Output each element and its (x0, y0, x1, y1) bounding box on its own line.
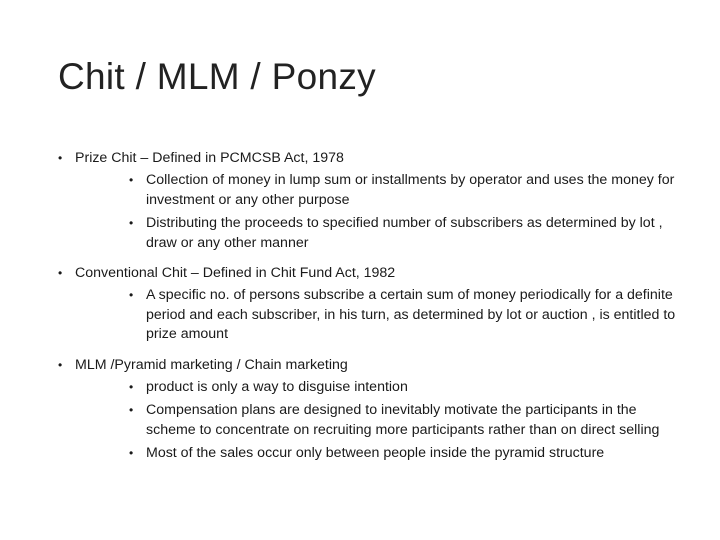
list-item-text: Compensation plans are designed to inevitably motivate the participants in the scheme to concentrate on recruiting more participants rather than on direct selling (146, 402, 660, 438)
list-item (129, 444, 678, 464)
bullet-icon: • (58, 357, 63, 372)
bullet-icon: • (129, 379, 134, 394)
sub-list (75, 286, 678, 345)
bullet-icon: • (58, 151, 63, 165)
section-heading: Prize Chit – Defined in PCMCSB Act, 1978 (75, 150, 344, 166)
section-prize-chit (58, 149, 678, 253)
bullet-icon: • (129, 288, 134, 302)
bullet-icon: • (129, 216, 134, 230)
list-item (129, 286, 678, 345)
bullet-icon: • (129, 403, 134, 417)
list-item-text: Distributing the proceeds to specified number of subscribers as determined by lot , draw or any other manner (146, 215, 663, 251)
bullet-icon: • (58, 266, 63, 280)
list-item-text: Collection of money in lump sum or installments by operator and uses the money for investment or any other purpose (146, 172, 675, 208)
list-item-text: Most of the sales occur only between people inside the pyramid structure (146, 445, 605, 461)
section-heading: MLM /Pyramid marketing / Chain marketing (75, 356, 348, 373)
section-heading: Conventional Chit – Defined in Chit Fund Act, 1982 (75, 265, 396, 281)
list-item-text: A specific no. of persons subscribe a certain sum of money periodically for a definite period and each subscriber, in his turn, as determined by lot or auction , is entitled to prize amount (146, 287, 676, 342)
list-item (129, 401, 678, 440)
slide-body (58, 149, 678, 475)
bullet-icon: • (129, 173, 134, 187)
section-conventional-chit (58, 264, 678, 345)
list-item (129, 171, 678, 210)
list-item (129, 214, 678, 253)
section-mlm (58, 356, 678, 464)
sub-list (75, 378, 678, 464)
list-item (129, 378, 678, 398)
list-item-text: product is only a way to disguise intention (146, 378, 408, 395)
slide-title: Chit / MLM / Ponzy (58, 56, 376, 97)
bullet-icon: • (129, 446, 134, 460)
sub-list (75, 171, 678, 253)
